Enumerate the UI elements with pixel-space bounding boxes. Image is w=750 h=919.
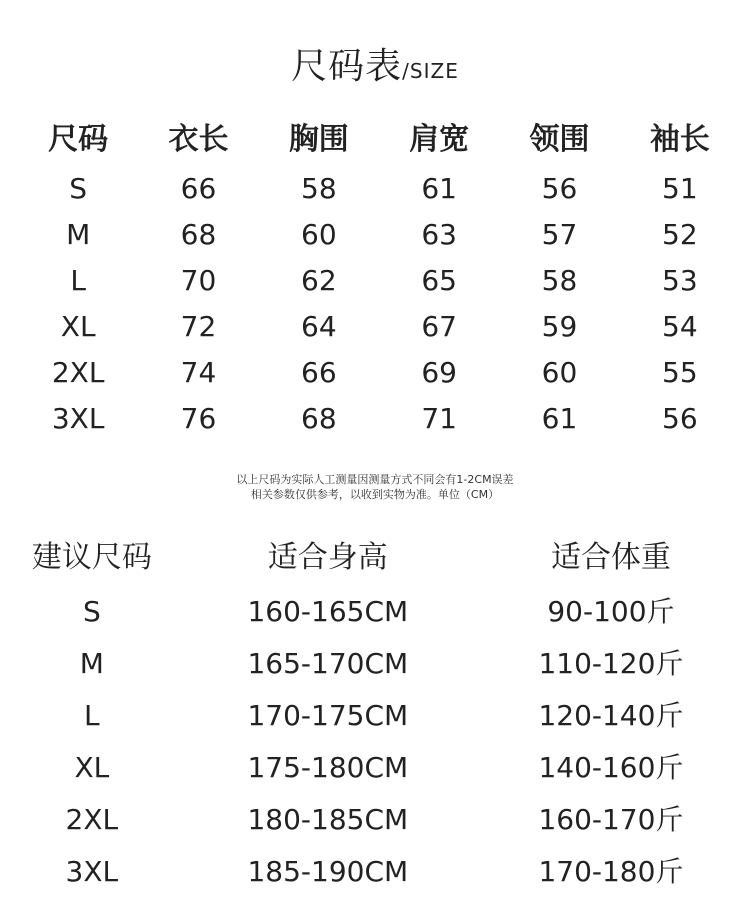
header-sleeve: 袖长: [649, 122, 710, 157]
table-cell: 56: [662, 402, 698, 435]
table-row: [12, 794, 738, 846]
table-cell: 62: [301, 264, 337, 297]
size-table-header-row: [18, 114, 740, 166]
table-cell: 57: [541, 218, 578, 251]
table-cell: 72: [180, 310, 217, 343]
table-cell: 59: [541, 310, 578, 343]
table-row: [18, 350, 740, 396]
header-length: 衣长: [168, 122, 229, 157]
table-cell: S: [82, 595, 101, 628]
page-title: [0, 38, 750, 89]
table-cell: 68: [301, 402, 337, 435]
table-cell: 51: [662, 172, 698, 205]
table-row: [12, 846, 738, 898]
table-cell: S: [69, 172, 88, 205]
table-row: [12, 586, 738, 638]
header-height: 适合身高: [267, 540, 388, 575]
table-cell: 64: [301, 310, 337, 343]
table-cell: L: [70, 264, 86, 297]
table-cell: XL: [74, 751, 110, 784]
table-row: [12, 742, 738, 794]
title-main: 尺码表: [291, 46, 403, 87]
table-cell: 69: [421, 356, 457, 389]
table-cell: XL: [60, 310, 96, 343]
table-cell: 60: [541, 356, 578, 389]
header-size: 尺码: [48, 122, 109, 157]
table-cell: 3XL: [65, 855, 119, 888]
table-cell: 53: [662, 264, 698, 297]
table-cell: 2XL: [51, 356, 105, 389]
table-cell: L: [84, 699, 100, 732]
table-row: [18, 396, 740, 442]
table-row: [18, 166, 740, 212]
table-cell: 55: [662, 356, 698, 389]
table-cell: 180-185CM: [247, 803, 409, 836]
table-cell: 70: [180, 264, 217, 297]
note-line-2: 相关参数仅供参考，以收到实物为准。单位（CM）: [250, 488, 500, 501]
table-row: [18, 304, 740, 350]
table-cell: 66: [301, 356, 337, 389]
table-cell: 58: [541, 264, 578, 297]
header-chest: 胸围: [288, 122, 349, 157]
title-sub: /SIZE: [402, 59, 459, 83]
table-cell: 110-120斤: [538, 647, 684, 680]
table-cell: 2XL: [65, 803, 119, 836]
table-cell: 68: [180, 218, 217, 251]
size-table: [18, 114, 740, 442]
header-shoulder: 肩宽: [409, 122, 470, 157]
table-cell: 60: [301, 218, 337, 251]
table-cell: 140-160斤: [538, 751, 684, 784]
header-collar: 领围: [529, 122, 590, 157]
table-cell: 61: [421, 172, 457, 205]
table-cell: 66: [180, 172, 217, 205]
table-cell: M: [66, 218, 91, 251]
recommend-table-header-row: [12, 530, 738, 586]
table-cell: 61: [541, 402, 578, 435]
table-cell: 165-170CM: [247, 647, 409, 680]
table-cell: 185-190CM: [247, 855, 409, 888]
table-row: [12, 638, 738, 690]
table-row: [12, 690, 738, 742]
table-cell: 170-180斤: [538, 855, 684, 888]
table-cell: 3XL: [51, 402, 105, 435]
table-cell: 76: [180, 402, 217, 435]
table-cell: 160-165CM: [247, 595, 409, 628]
table-cell: 63: [421, 218, 457, 251]
header-recommended-size: 建议尺码: [31, 540, 152, 575]
header-weight: 适合体重: [550, 540, 671, 575]
table-cell: 170-175CM: [247, 699, 409, 732]
table-cell: 52: [662, 218, 698, 251]
note-line-1: 以上尺码为实际人工测量因测量方式不同会有1-2CM误差: [236, 473, 514, 486]
table-cell: 120-140斤: [538, 699, 684, 732]
measurement-note: [0, 472, 750, 502]
table-cell: M: [79, 647, 104, 680]
table-cell: 160-170斤: [538, 803, 684, 836]
table-row: [18, 212, 740, 258]
recommend-table: [12, 530, 738, 898]
table-cell: 175-180CM: [247, 751, 409, 784]
table-cell: 90-100斤: [547, 595, 675, 628]
table-cell: 58: [301, 172, 337, 205]
table-cell: 65: [421, 264, 457, 297]
table-cell: 74: [180, 356, 217, 389]
table-cell: 71: [421, 402, 457, 435]
table-cell: 54: [662, 310, 698, 343]
table-row: [18, 258, 740, 304]
table-cell: 56: [541, 172, 578, 205]
table-cell: 67: [421, 310, 457, 343]
